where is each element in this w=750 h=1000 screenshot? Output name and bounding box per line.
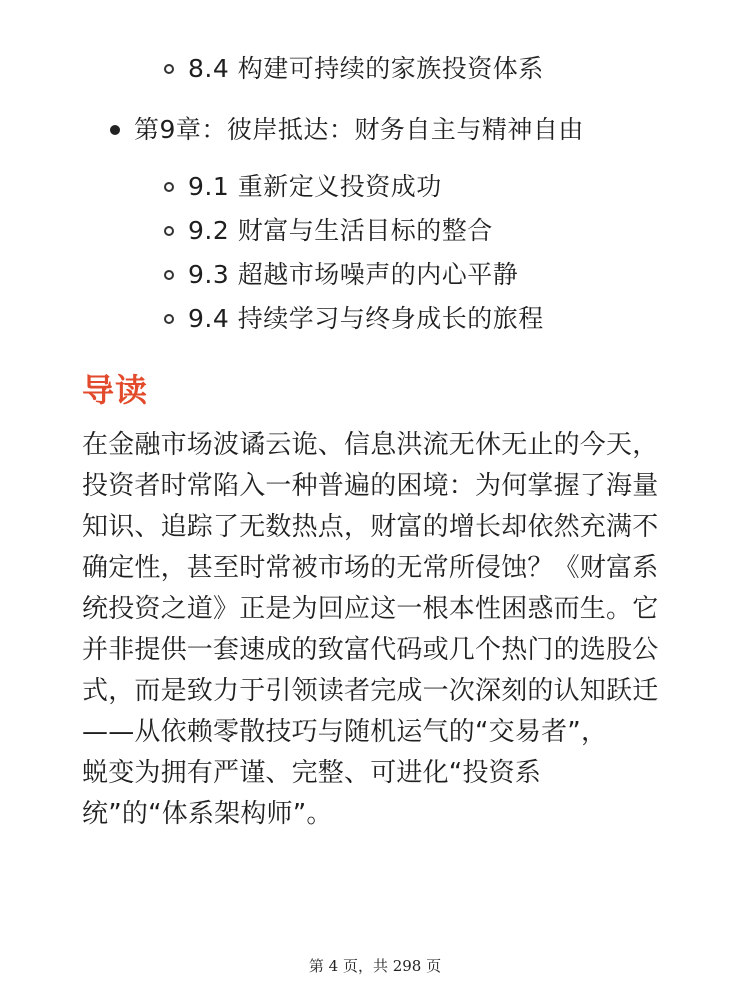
paragraph-line: 蜕变为拥有严谨、完整、可进化“投资系 <box>82 758 542 788</box>
paragraph-line: 式，而是致力于引领读者完成一次深刻的认知跃迁 <box>82 676 659 706</box>
toc-item-9-2 <box>188 214 493 248</box>
toc-item-chapter-9 <box>134 113 584 147</box>
toc-item-8-4 <box>188 52 544 86</box>
paragraph-line: ——从依赖零散技巧与随机运气的“交易者”， <box>82 717 608 747</box>
hollow-bullet-icon <box>164 314 174 324</box>
toc-item-label: 9.3 超越市场噪声的内心平静 <box>188 260 519 289</box>
intro-paragraph <box>82 425 672 835</box>
toc-item-label: 9.2 财富与生活目标的整合 <box>188 216 493 245</box>
paragraph-line: 统投资之道》正是为回应这一根本性困惑而生。它 <box>82 594 659 624</box>
toc-item-label: 9.4 持续学习与终身成长的旅程 <box>188 304 544 333</box>
paragraph-line: 在金融市场波谲云诡、信息洪流无休无止的今天， <box>82 430 659 460</box>
hollow-bullet-icon <box>164 226 174 236</box>
page-number-footer: 第 4 页，共 298 页 <box>308 957 442 975</box>
paragraph-line: 确定性，甚至时常被市场的无常所侵蚀？《财富系 <box>82 553 659 583</box>
hollow-bullet-icon <box>164 270 174 280</box>
toc-item-9-1 <box>188 170 442 204</box>
hollow-bullet-icon <box>164 64 174 74</box>
toc-item-label: 第9章：彼岸抵达：财务自主与精神自由 <box>134 115 584 144</box>
section-heading: 导读 <box>82 371 149 409</box>
paragraph-line: 并非提供一套速成的致富代码或几个热门的选股公 <box>82 635 659 665</box>
toc-item-label: 8.4 构建可持续的家族投资体系 <box>188 54 544 83</box>
toc-item-9-4 <box>188 302 544 336</box>
hollow-bullet-icon <box>164 182 174 192</box>
toc-item-9-3 <box>188 258 518 292</box>
paragraph-line: 知识、追踪了无数热点，财富的增长却依然充满不 <box>82 512 659 542</box>
toc-item-label: 9.1 重新定义投资成功 <box>188 172 442 201</box>
filled-bullet-icon <box>110 125 120 135</box>
paragraph-line: 投资者时常陷入一种普遍的困境：为何掌握了海量 <box>82 471 659 501</box>
paragraph-line: 统”的“体系架构师”。 <box>82 799 333 829</box>
